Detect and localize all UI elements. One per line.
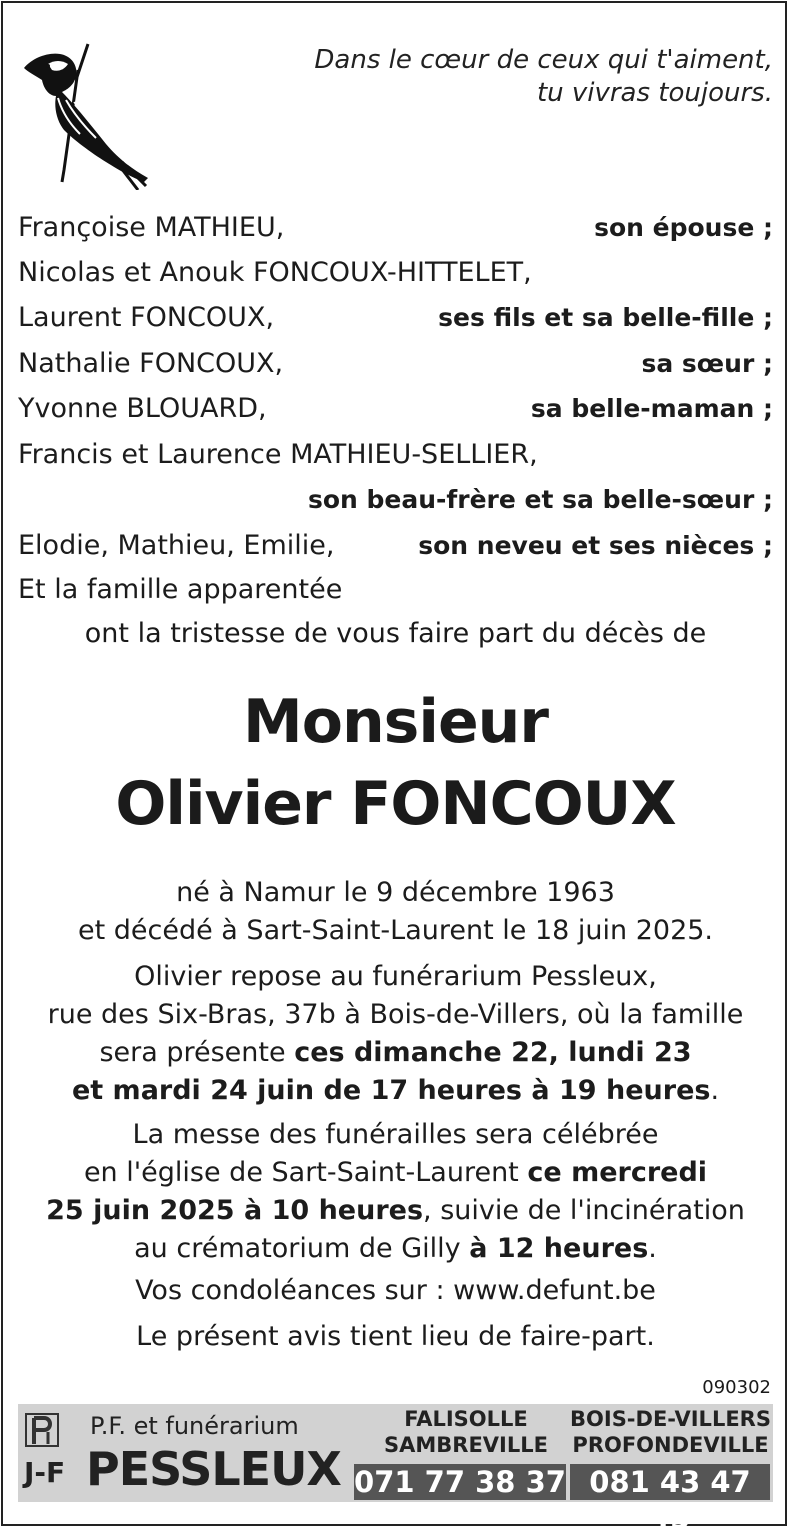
visitation-dates: ces dimanche 22, lundi 23 bbox=[294, 1037, 692, 1068]
family-relation: son épouse ; bbox=[594, 213, 773, 242]
mass-followup: , suivie de l'incinération bbox=[423, 1195, 745, 1226]
mass-line-1: La messe des funérailles sera célébrée bbox=[132, 1119, 659, 1150]
family-names: Laurent FONCOUX, bbox=[18, 302, 275, 333]
family-row bbox=[18, 298, 773, 338]
family-names: Elodie, Mathieu, Emilie, bbox=[18, 530, 335, 561]
family-row bbox=[18, 208, 773, 248]
cremation-end: . bbox=[648, 1233, 657, 1264]
family-names: Francis et Laurence MATHIEU-SELLIER, bbox=[18, 439, 538, 470]
family-relation: son beau-frère et sa belle-sœur ; bbox=[307, 485, 773, 514]
mass-date-time: 25 juin 2025 à 10 heures bbox=[46, 1195, 424, 1226]
motto bbox=[314, 44, 773, 110]
family-row bbox=[18, 526, 773, 566]
family-row bbox=[18, 435, 773, 475]
office-line-2: SAMBREVILLE bbox=[384, 1433, 548, 1457]
visitation-line-4 bbox=[0, 1072, 791, 1110]
visitation-text: sera présente bbox=[99, 1037, 295, 1068]
death-line: et décédé à Sart-Saint-Laurent le 18 juin 2025. bbox=[77, 915, 714, 946]
family-names: Françoise MATHIEU, bbox=[18, 212, 285, 243]
funeral-home-name: PESSLEUX bbox=[86, 1442, 341, 1496]
visitation-line-3 bbox=[0, 1034, 791, 1072]
office-line-2: PROFONDEVILLE bbox=[572, 1433, 769, 1457]
visitation-hours: et mardi 24 juin de 17 heures à 19 heures bbox=[71, 1075, 711, 1106]
office-bois-de-villers bbox=[568, 1406, 773, 1458]
visitation-line-2: rue des Six-Bras, 37b à Bois-de-Villers, où la famille bbox=[47, 999, 744, 1030]
mass-line-3 bbox=[0, 1192, 791, 1230]
family-row bbox=[18, 389, 773, 429]
family-relation: sa belle-maman ; bbox=[530, 394, 773, 423]
birth-line: né à Namur le 9 décembre 1963 bbox=[176, 877, 615, 908]
bird-icon bbox=[18, 40, 158, 190]
visitation bbox=[0, 958, 791, 1110]
mass bbox=[0, 1116, 791, 1268]
birth-death bbox=[0, 874, 791, 950]
funeral-home-prefix: J-F bbox=[24, 1456, 66, 1489]
deceased-name: Olivier FONCOUX bbox=[115, 769, 676, 839]
mass-line-2 bbox=[0, 1154, 791, 1192]
motto-line-1: Dans le cœur de ceux qui t'aiment, bbox=[314, 45, 773, 75]
office-line-1: FALISOLLE bbox=[404, 1407, 528, 1431]
family-row bbox=[18, 344, 773, 384]
phone-bois-de-villers[interactable]: 081 43 47 45 bbox=[570, 1464, 770, 1500]
family-row bbox=[18, 253, 773, 293]
office-falisolle bbox=[368, 1406, 564, 1458]
phone-falisolle[interactable]: 071 77 38 37 bbox=[354, 1465, 566, 1499]
family-relation: son neveu et ses nièces ; bbox=[418, 531, 773, 560]
reference-number: 090302 bbox=[702, 1377, 771, 1398]
visitation-end: . bbox=[710, 1075, 720, 1106]
notice-text: Le présent avis tient lieu de faire-part. bbox=[136, 1321, 655, 1352]
family-names: Yvonne BLOUARD, bbox=[18, 393, 267, 424]
mass-location: en l'église de Sart-Saint-Laurent bbox=[83, 1157, 528, 1188]
condolences-text: Vos condoléances sur : www.defunt.be bbox=[135, 1275, 656, 1306]
family-row bbox=[18, 570, 773, 610]
family-names: Nicolas et Anouk FONCOUX-HITTELET, bbox=[18, 257, 532, 288]
cremation-place: au crématorium de Gilly bbox=[134, 1233, 470, 1264]
funeral-home-logo-icon bbox=[24, 1410, 60, 1450]
mass-line-4 bbox=[0, 1230, 791, 1268]
family-relation: ses fils et sa belle-fille ; bbox=[438, 303, 773, 332]
intro-text: ont la tristesse de vous faire part du décès de bbox=[84, 618, 707, 649]
family-row bbox=[18, 480, 773, 520]
funeral-home-banner bbox=[18, 1404, 773, 1535]
visitation-line-1: Olivier repose au funérarium Pessleux, bbox=[134, 961, 657, 992]
office-line-1: BOIS-DE-VILLERS bbox=[570, 1407, 771, 1431]
funeral-home-subtitle: P.F. et funérarium bbox=[90, 1412, 299, 1440]
cremation-time: à 12 heures bbox=[469, 1233, 649, 1264]
mass-day: ce mercredi bbox=[527, 1157, 708, 1188]
deceased-title: Monsieur bbox=[243, 687, 548, 757]
family-names: Et la famille apparentée bbox=[18, 574, 343, 605]
family-names: Nathalie FONCOUX, bbox=[18, 348, 284, 379]
family-relation: sa sœur ; bbox=[641, 349, 773, 378]
motto-line-2: tu vivras toujours. bbox=[536, 78, 773, 108]
